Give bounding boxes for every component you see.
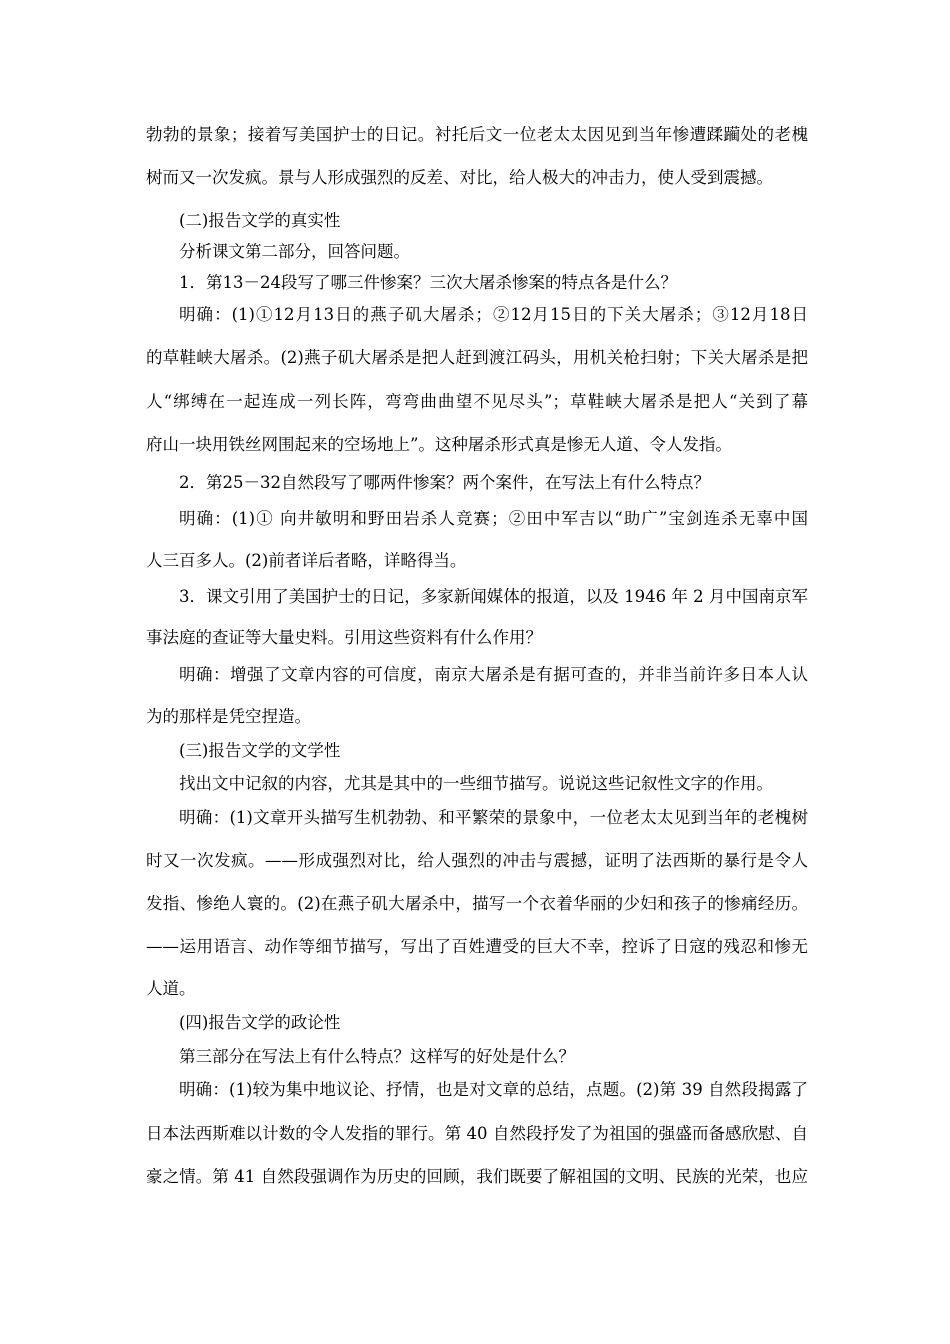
section-heading: (三)报告文学的文学性 — [179, 741, 341, 760]
text-line: 豪之情。第 41 自然段强调作为历史的回顾，我们既要了解祖国的文明、民族的光荣，也应 — [146, 1167, 808, 1186]
text-line: 树而又一次发疯。景与人形成强烈的反差、对比，给人极大的冲击力，使人受到震撼。 — [146, 168, 773, 187]
text-line: 发指、惨绝人寰的。(2)在燕子矶大屠杀中，描写一个衣着华丽的少妇和孩子的惨痛经历。 — [146, 894, 808, 913]
text-line: 勃勃的景象；接着写美国护士的日记。衬托后文一位老太太因见到当年惨遭蹂躏处的老槐 — [146, 125, 808, 144]
answer-line: 明确：(1)文章开头描写生机勃勃、和平繁荣的景象中，一位老太太见到当年的老槐树 — [179, 808, 808, 827]
text-line: 时又一次发疯。——形成强烈对比，给人强烈的冲击与震撼，证明了法西斯的暴行是令人 — [146, 851, 808, 870]
section-heading: (四)报告文学的政论性 — [179, 1013, 341, 1032]
text-line: ——运用语言、动作等细节描写，写出了百姓遭受的巨大不幸，控诉了日寇的残忍和惨无 — [146, 937, 808, 956]
text-line: 人道。 — [146, 979, 196, 998]
text-line: 日本法西斯难以计数的令人发指的罪行。第 40 自然段抒发了为祖国的强盛而备感欣慰、自 — [146, 1124, 808, 1143]
section-heading: (二)报告文学的真实性 — [179, 211, 341, 230]
question-line: 3．课文引用了美国护士的日记，多家新闻媒体的报道，以及 1946 年 2 月中国南京军 — [179, 587, 808, 606]
text-line: 事法庭的查证等大量史料。引用这些资料有什么作用？ — [146, 628, 542, 647]
answer-line: 明确：(1)①12月13日的燕子矶大屠杀；②12月15日的下关大屠杀；③12月18日 — [179, 305, 808, 324]
text-line: 为的那样是凭空捏造。 — [146, 707, 311, 726]
text-line: 人三百多人。(2)前者详后者略，详略得当。 — [146, 551, 467, 570]
text-line: 的草鞋峡大屠杀。(2)燕子矶大屠杀是把人赶到渡江码头，用机关枪扫射；下关大屠杀是把 — [146, 348, 808, 367]
answer-line: 明确：(1)① 向井敏明和野田岩杀人竞赛；②田中军吉以“助广”宝剑连杀无辜中国 — [179, 509, 808, 528]
text-line: 分析课文第二部分，回答问题。 — [179, 242, 410, 261]
question-line: 2．第25－32自然段写了哪两件惨案？两个案件，在写法上有什么特点？ — [179, 473, 710, 492]
text-line: 人“绑缚在一起连成一列长阵，弯弯曲曲望不见尽头”；草鞋峡大屠杀是把人“关到了幕 — [146, 392, 808, 411]
answer-line: 明确：(1)较为集中地议论、抒情，也是对文章的总结，点题。(2)第 39 自然段揭露了 — [179, 1080, 808, 1099]
answer-line: 明确：增强了文章内容的可信度，南京大屠杀是有据可查的，并非当前许多日本人认 — [179, 665, 808, 684]
question-line: 1．第13－24段写了哪三件惨案？三次大屠杀惨案的特点各是什么？ — [179, 273, 677, 292]
text-line: 府山一块用铁丝网围起来的空场地上”。这种屠杀形式真是惨无人道、令人发指。 — [146, 435, 732, 454]
text-line: 找出文中记叙的内容，尤其是其中的一些细节描写。说说这些记叙性文字的作用。 — [179, 774, 773, 793]
question-line: 第三部分在写法上有什么特点？这样写的好处是什么？ — [179, 1047, 575, 1066]
